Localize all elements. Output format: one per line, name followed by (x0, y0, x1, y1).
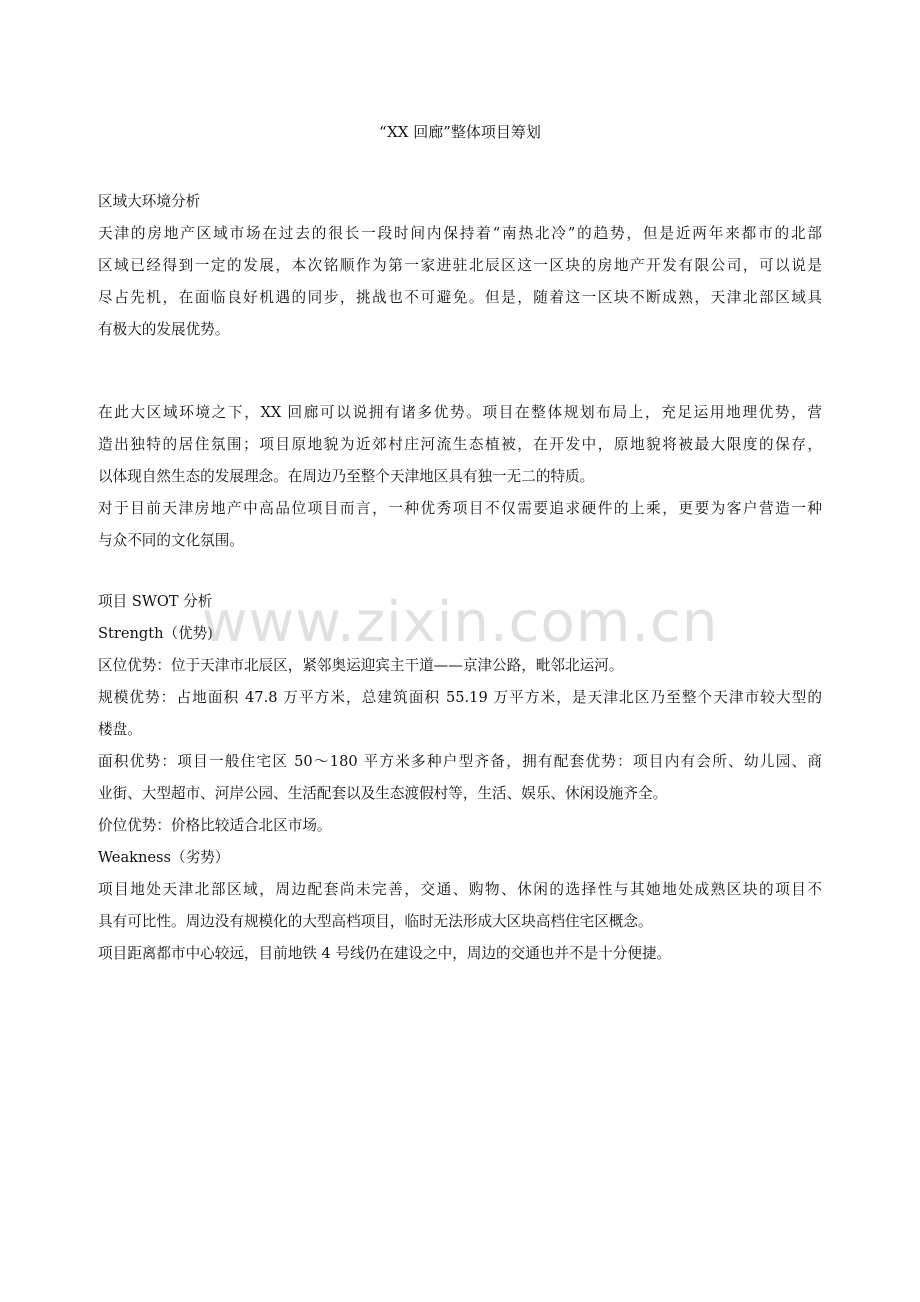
section-heading-swot: 项目 SWOT 分析 (98, 593, 213, 610)
strength-heading: Strength（优势) (98, 625, 213, 642)
paragraph-line: 区域已经得到一定的发展，本次铭顺作为第一家进驻北辰区这一区块的房地产开发有限公司，可以说是 (98, 257, 822, 274)
paragraph-line: 项目地处天津北部区域，周边配套尚未完善，交通、购物、休闲的选择性与其她地处成熟区块的项目不 (98, 881, 822, 898)
spacer (98, 557, 822, 586)
paragraph-line: 尽占先机，在面临良好机遇的同步，挑战也不可避免。但是，随着这一区块不断成熟，天津北部区域具 (98, 289, 822, 306)
spacer (98, 346, 822, 397)
paragraph-line: 在此大区域环境之下，XX 回廊可以说拥有诸多优势。项目在整体规划布局上，充足运用地理优势，营 (98, 404, 822, 421)
paragraph-region-market (98, 218, 822, 346)
area-advantage (98, 746, 822, 810)
weakness-transport: 项目距离都市中心较远，目前地铁 4 号线仍在建设之中，周边的交通也并不是十分便捷。 (98, 945, 672, 962)
scale-advantage (98, 682, 822, 746)
document-title: “XX 回廊”整体项目筹划 (379, 123, 541, 141)
paragraph-line: 与众不同的文化氛围。 (98, 532, 244, 549)
paragraph-project-advantages (98, 397, 822, 493)
paragraph-line: 具有可比性。周边没有规模化的大型高档项目，临时无法形成大区块高档住宅区概念。 (98, 913, 653, 930)
document-body (98, 186, 822, 970)
section-heading-region: 区域大环境分析 (98, 193, 201, 210)
paragraph-line: 天津的房地产区域市场在过去的很长一段时间内保持着“南热北冷”的趋势，但是近两年来都市的北部 (98, 225, 822, 242)
paragraph-line: 面积优势：项目一般住宅区 50～180 平方米多种户型齐备，拥有配套优势：项目内有会所、幼儿园、商 (98, 753, 822, 770)
paragraph-line: 造出独特的居住氛围；项目原地貌为近郊村庄河流生态植被，在开发中，原地貌将被最大限度的保存， (98, 436, 822, 453)
paragraph-line: 以体现自然生态的发展理念。在周边乃至整个天津地区具有独一无二的特质。 (98, 468, 595, 485)
location-advantage: 区位优势：位于天津市北辰区，紧邻奥运迎宾主干道——京津公路，毗邻北运河。 (98, 657, 624, 674)
paragraph-line: 有极大的发展优势。 (98, 321, 230, 338)
paragraph-culture (98, 493, 822, 557)
watermark: www.zixin.com.cn (201, 590, 719, 655)
paragraph-line: 楼盘。 (98, 721, 142, 738)
price-advantage: 价位优势：价格比较适合北区市场。 (98, 817, 332, 834)
paragraph-line: 对于目前天津房地产中高品位项目而言，一种优秀项目不仅需要追求硬件的上乘，更要为客户营造一种 (98, 500, 822, 517)
paragraph-line: 规模优势：占地面积 47.8 万平方米，总建筑面积 55.19 万平方米，是天津北区乃至整个天津市较大型的 (98, 689, 822, 706)
weakness-heading: Weakness（劣势） (98, 849, 230, 866)
weakness-surroundings (98, 874, 822, 938)
paragraph-line: 业街、大型超市、河岸公园、生活配套以及生态渡假村等，生活、娱乐、休闲设施齐全。 (98, 785, 668, 802)
